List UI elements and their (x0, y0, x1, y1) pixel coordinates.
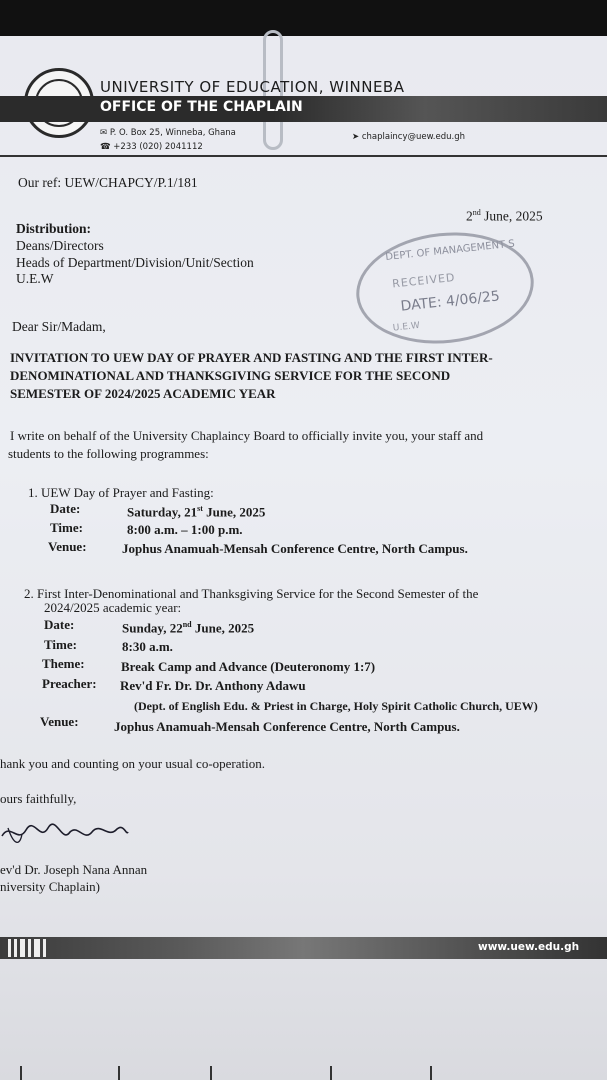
background-top (0, 0, 607, 40)
phone-icon: ☎ (100, 142, 114, 152)
programme2-date: Sunday, 22nd June, 2025 (122, 620, 255, 636)
stamp-date: DATE: 4/06/25 (399, 288, 501, 315)
footer-website: www.uew.edu.gh (478, 941, 580, 953)
ruler-tick (20, 1066, 22, 1080)
reference: Our ref: UEW/CHAPCY/P.1/181 (18, 175, 198, 190)
subject-line: DENOMINATIONAL AND THANKSGIVING SERVICE FOR THE SECOND (10, 368, 451, 383)
signature (0, 816, 130, 850)
programme2-preacher: Rev'd Fr. Dr. Dr. Anthony Adawu (120, 678, 306, 693)
intro-line: I write on behalf of the University Chaplaincy Board to officially invite you, your staff and (10, 428, 484, 443)
programme2-time-label: Time: (44, 637, 77, 652)
ruler-tick (430, 1066, 432, 1080)
letter-date: 2nd June, 2025 (466, 208, 543, 224)
programme2-title-cont: 2024/2025 academic year: (44, 600, 182, 615)
subject-line: SEMESTER OF 2024/2025 ACADEMIC YEAR (10, 386, 276, 401)
salutation: Dear Sir/Madam, (12, 319, 106, 334)
email-line: ➤ chaplaincy@uew.edu.gh (352, 132, 466, 142)
distribution-line: U.E.W (16, 271, 54, 286)
distribution-line: Deans/Directors (16, 238, 104, 253)
stamp-top-text: DEPT. OF MANAGEMENT S (384, 238, 516, 264)
programme2-preacher-note: (Dept. of English Edu. & Priest in Charge, Holy Spirit Catholic Church, UEW) (134, 699, 538, 713)
ruler-tick (330, 1066, 332, 1080)
programme2-preacher-label: Preacher: (42, 676, 97, 691)
ruler-tick (118, 1066, 120, 1080)
phone-line: ☎ +233 (020) 2041112 (100, 142, 203, 152)
distribution-heading: Distribution: (16, 221, 92, 236)
programme1-time: 8:00 a.m. – 1:00 p.m. (127, 522, 243, 537)
stamp-bottom-text: U.E.W (392, 320, 421, 334)
letterhead-divider (0, 155, 607, 157)
office-title: OFFICE OF THE CHAPLAIN (100, 99, 303, 115)
letterhead-band (0, 96, 607, 122)
mail-icon: ✉ (100, 128, 110, 138)
programme1-date: Saturday, 21st June, 2025 (127, 504, 266, 520)
programme1-time-label: Time: (50, 520, 83, 535)
signatory-title: niversity Chaplain) (0, 879, 101, 894)
letter-page (0, 36, 607, 1080)
subject-line: INVITATION TO UEW DAY OF PRAYER AND FASTING AND THE FIRST INTER- (10, 350, 493, 365)
address-line: ✉ P. O. Box 25, Winneba, Ghana (100, 128, 236, 138)
send-icon: ➤ (352, 132, 362, 142)
ruler-tick (210, 1066, 212, 1080)
programme2-time: 8:30 a.m. (122, 639, 173, 654)
footer-pattern (8, 939, 46, 957)
programme2-venue-label: Venue: (40, 714, 79, 729)
intro-line: students to the following programmes: (8, 446, 209, 461)
distribution-line: Heads of Department/Division/Unit/Section (16, 255, 254, 270)
programme2-date-label: Date: (44, 617, 75, 632)
university-name: UNIVERSITY OF EDUCATION, WINNEBA (100, 78, 405, 96)
programme1-venue: Jophus Anamuah-Mensah Conference Centre, North Campus. (122, 541, 468, 556)
programme1-venue-label: Venue: (48, 539, 87, 554)
programme1-date-label: Date: (50, 501, 81, 516)
sign-off: ours faithfully, (0, 791, 77, 806)
programme1-title: 1. UEW Day of Prayer and Fasting: (28, 485, 214, 500)
signatory-name: ev'd Dr. Joseph Nana Annan (0, 862, 148, 877)
stamp-mid-text: RECEIVED (391, 270, 457, 291)
programme2-theme: Break Camp and Advance (Deuteronomy 1:7) (121, 659, 376, 674)
closing-remark: hank you and counting on your usual co-operation. (0, 756, 265, 771)
programme2-title: 2. First Inter-Denominational and Thanksgiving Service for the Second Semester of the (24, 586, 479, 601)
programme2-venue: Jophus Anamuah-Mensah Conference Centre, North Campus. (114, 719, 460, 734)
programme2-theme-label: Theme: (42, 656, 85, 671)
